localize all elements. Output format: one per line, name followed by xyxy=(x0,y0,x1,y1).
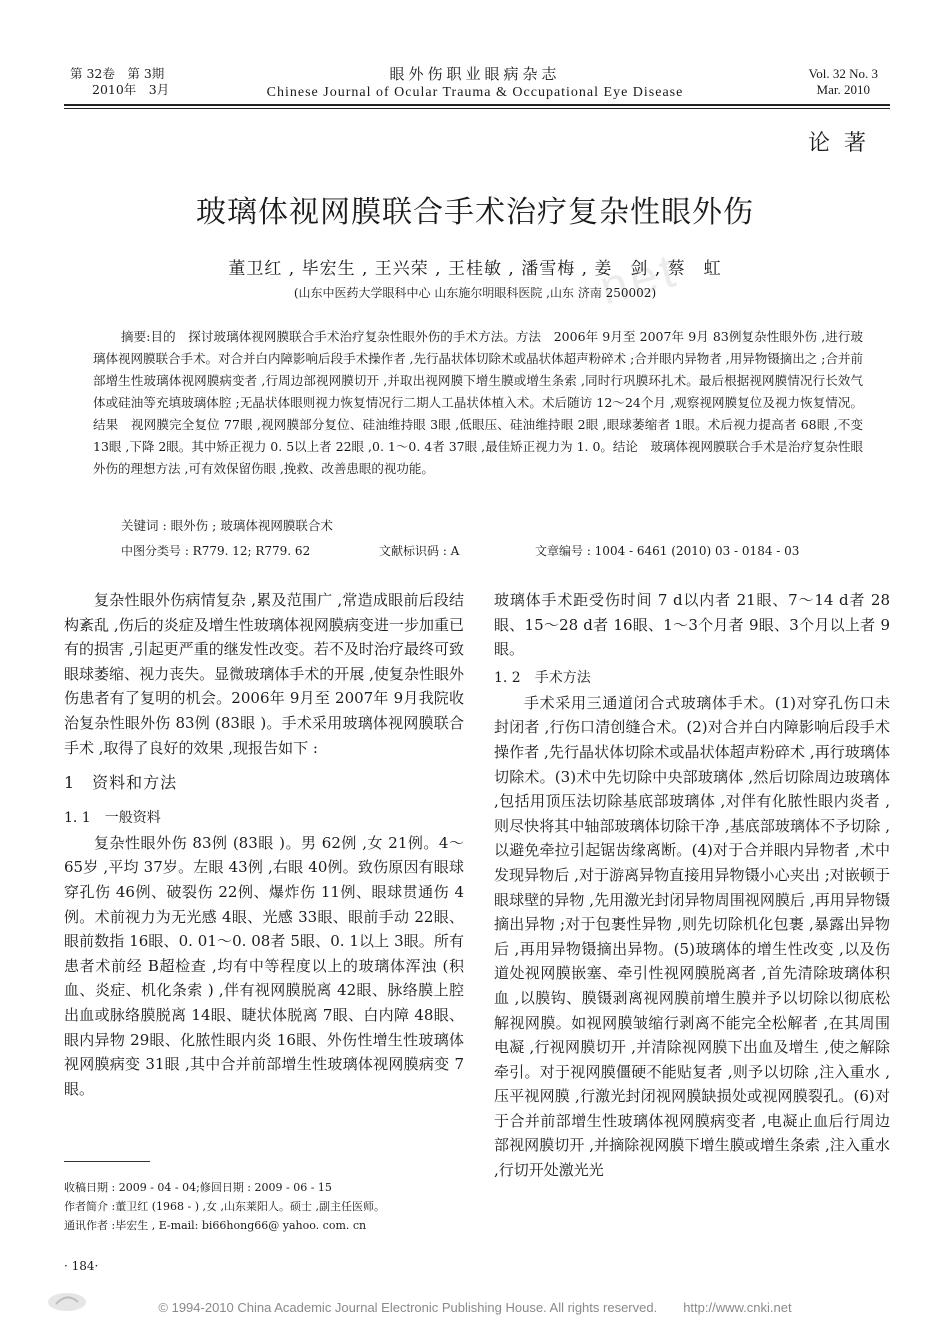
header-rule-thick xyxy=(64,104,890,106)
volume-cn: 第 32卷 第 3期 xyxy=(70,66,165,81)
intro-paragraph: 复杂性眼外伤病情复杂 ,累及范围广 ,常造成眼前后段结构紊乱 ,伤后的炎症及增生性玻璃体视网膜病变进一步加重已有的损害 ,引起更严重的继发性改变。若不及时治疗最终可致眼球萎缩、视力丧失。显微玻璃体手术的开展 ,使复杂性眼外伤患者有了复明的机会。2006年 9月至 2007年 9月我院收治复杂性眼外伤 83例 (83眼 )。手术采用玻璃体视网膜联合手术 ,取得了良好的效果 ,现报告如下 : xyxy=(64,591,464,757)
affiliation: (山东中医药大学眼科中心 山东施尔明眼科医院 ,山东 济南 250002) xyxy=(293,286,657,300)
general-data-paragraph: 复杂性眼外伤 83例 (83眼 )。男 62例 ,女 21例。4～65岁 ,平均 37岁。左眼 43例 ,右眼 40例。致伤原因有眼球穿孔伤 46例、破裂伤 22例、爆炸伤 11例、眼球贯通伤 4例。术前视力为无光感 4眼、光感 33眼、眼前手动 22眼、眼前数指 16眼、0. 01～0. 08者 5眼、0. 1以上 3眼。所有患者术前经 B超检查 ,均有中等程度以上的玻璃体浑浊 (积血、炎症、机化条索 ) ,伴有视网膜脱离 42眼、脉络膜上腔出血或脉络膜脱离 14眼、睫状体脱离 7眼、白内障 48眼、眼内异物 29眼、化脓性眼内炎 16眼、外伤性增生性玻璃体视网膜病变 31眼 ,其中合并前部增生性玻璃体视网膜病变 7眼。 xyxy=(64,833,464,1098)
copyright-notice: © 1994-2010 China Academic Journal Electronic Publishing House. All rights reserved. http://www.cnki.net xyxy=(158,1300,792,1315)
header-volume-en xyxy=(809,66,878,98)
article-number: 文章编号 : 1004 - 6461 (2010) 03 - 0184 - 03 xyxy=(535,544,800,558)
subsection-heading-1-1: 1. 1 一般资料 xyxy=(64,809,161,826)
date-en: Mar. 2010 xyxy=(816,82,870,97)
section-label: 论著 xyxy=(807,131,880,156)
body-column-left xyxy=(64,588,464,1101)
page-number: · 184· xyxy=(64,1259,99,1273)
footnote-rule xyxy=(64,1161,150,1162)
author-list: 董卫红 , 毕宏生 , 王兴荣 , 王桂敏 , 潘雪梅 , 姜 剑 , 蔡 虹 xyxy=(228,259,722,279)
section-heading-1: 1 资料和方法 xyxy=(64,773,178,793)
subsection-heading-1-2: 1. 2 手术方法 xyxy=(494,669,591,686)
classification-line xyxy=(121,540,799,562)
journal-title-cn: 眼外伤职业眼病杂志 xyxy=(389,65,561,83)
footnote-dates: 收稿日期 : 2009 - 04 - 04;修回日期 : 2009 - 06 - 15 xyxy=(64,1181,332,1194)
clc-number: 中图分类号 : R779. 12; R779. 62 xyxy=(121,544,311,558)
volume-en: Vol. 32 No. 3 xyxy=(808,66,878,81)
footnote-author-bio: 作者简介 :董卫红 (1968 - ) ,女 ,山东莱阳人。硕士 ,副主任医师。 xyxy=(64,1200,385,1213)
body-column-right xyxy=(494,588,890,1183)
general-data-continued: 玻璃体手术距受伤时间 7 d以内者 21眼、7～14 d者 28眼、15～28 d者 16眼、1～3个月者 9眼、3个月以上者 9眼。 xyxy=(494,591,890,659)
article-title: 玻璃体视网膜联合手术治疗复杂性眼外伤 xyxy=(196,195,754,230)
date-cn: 2010年 3月 xyxy=(92,82,170,97)
keywords: 关键词 : 眼外伤 ; 玻璃体视网膜联合术 xyxy=(121,518,333,533)
abstract: 摘要:目的 探讨玻璃体视网膜联合手术治疗复杂性眼外伤的手术方法。方法 2006年 9月至 2007年 9月 83例复杂性眼外伤 ,进行玻璃体视网膜联合手术。对合并白内障影响后段手术操作者 ,先行晶状体切除术或晶状体超声粉碎术 ;合并眼内异物者 ,用异物镊摘出之 ;合并前部增生性玻璃体视网膜病变者 ,行周边部视网膜切开 ,并取出视网膜下增生膜或增生条索 ,同时行巩膜环扎术。最后根据视网膜情况行长效气体或硅油等充填玻璃体腔 ;无晶状体眼则视力恢复情况行二期人工晶状体植入术。术后随访 12～24个月 ,观察视网膜复位及视力恢复情况。结果 视网膜完全复位 77眼 ,视网膜部分复位、硅油维持眼 3眼 ,低眼压、硅油维持眼 2眼 ,眼球萎缩者 1眼。术后视力提高者 68眼 ,不变 13眼 ,下降 2眼。其中矫正视力 0. 5以上者 22眼 ,0. 1～0. 4者 37眼 ,最佳矫正视力为 1. 0。结论 玻璃体视网膜联合手术是治疗复杂性眼外伤的理想方法 ,可有效保留伤眼 ,挽救、改善患眼的视功能。 xyxy=(93,329,863,476)
footnote-correspondence: 通讯作者 :毕宏生 , E-mail: bi66hong66@ yahoo. com. cn xyxy=(64,1219,367,1232)
document-code: 文献标识码 : A xyxy=(379,544,460,558)
header-journal xyxy=(0,64,950,102)
watermark: net xyxy=(594,243,685,316)
header-rule-thin xyxy=(64,108,890,109)
journal-title-en: Chinese Journal of Ocular Trauma & Occupational Eye Disease xyxy=(266,85,684,100)
footnotes xyxy=(64,1178,385,1235)
surgical-method-paragraph: 手术采用三通道闭合式玻璃体手术。(1)对穿孔伤口未封闭者 ,行伤口清创缝合术。(2)对合并白内障影响后段手术操作者 ,先行晶状体切除术或晶状体超声粉碎术 ,再行玻璃体切除术。(3)术中先切除中央部玻璃体 ,然后切除周边玻璃体 ,包括用顶压法切除基底部玻璃体 ,对伴有化脓性眼内炎者 ,则尽快将其中轴部玻璃体切除干净 ,基底部玻璃体不予切除 ,以避免牵拉引起锯齿缘离断。(4)对于合并眼内异物者 ,术中发现异物后 ,对于游离异物直接用异物镊小心夹出 ;对嵌顿于眼球壁的异物 ,先用激光封闭异物周围视网膜后 ,再用异物镊摘出异物 ;对于包裹性异物 ,则先切除机化包裹 ,暴露出异物后 ,再用异物镊摘出异物。(5)玻璃体的增生性改变 ,以及伤道处视网膜嵌塞、牵引性视网膜脱离者 ,首先清除玻璃体积血 ,以膜钩、膜镊剥离视网膜前增生膜并予以切除以彻底松解视网膜。如视网膜皱缩行剥离不能完全松解者 ,在其周围电凝 ,行视网膜切开 ,并清除视网膜下出血及增生 ,使之解除牵引。对于视网膜僵硬不能贴复者 ,则予以切除 ,注入重水 ,压平视网膜 ,行激光封闭视网膜缺损处或视网膜裂孔。(6)对于合并前部增生性玻璃体视网膜病变者 ,电凝止血后行周边部视网膜切开 ,并摘除视网膜下增生膜或增生条索 ,注入重水 ,行切开处激光光 xyxy=(494,693,890,1180)
